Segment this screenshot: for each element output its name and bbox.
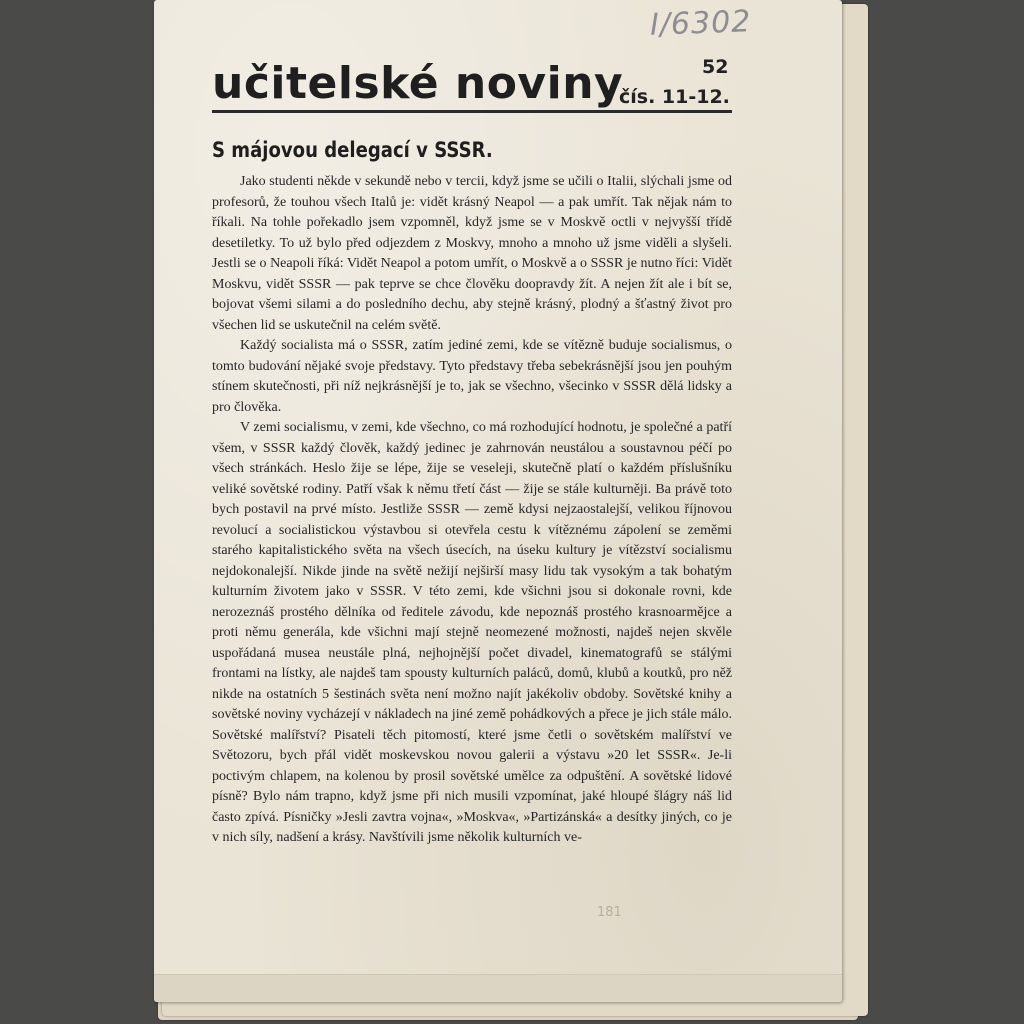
issue-number: čís. 11-12. <box>619 86 730 108</box>
masthead-divider <box>212 110 732 113</box>
faded-stamp-mark: 181 <box>597 905 622 920</box>
article-body <box>212 172 732 849</box>
article-paragraph: V zemi socialismu, v zemi, kde všechno, co má rozhodující hodnotu, je společné a patří všem, v SSSR každý člověk, každý jedinec je zahrnován neustálou a soustavnou péčí po všech stránkách. Heslo žije se lépe, žije se veseleji, skutečně platí o každém příslušníku veliké sovětské rodiny. Patří však k němu třetí část — žije se stále kulturněji. Ba právě toto bych postavil na prvé místo. Jestliže SSSR — země kdysi nejzaostalejší, velikou říjnovou revolucí a socialistickou výstavbou si otevřela cestu k vítěznému zápolení se zeměmi starého kapitalistického světa na všech úsecích, na úseku kultury je vítězství socialismu nejdokonalejší. Nikde jinde na světě nežijí nejširší masy lidu tak vysokým a tak bohatým kulturním životem jako v SSSR. V této zemi, kde všichni jsou si dokonale rovni, kde nerozeznáš prostého dělníka od ředitele závodu, kde nepoznáš prostého krasnoarmějce a proti němu generála, kde všichni mají stejně neomezené možnosti, najdeš nejen skvěle uspořádaná musea neustále plná, nejhojnější počet divadel, kinematografů se stálými frontami na lístky, ale najdeš tam spousty kulturních paláců, domů, klubů a koutků, pro něž nikde na ostatních 5 šestinách světa není možno najít jakékoliv obdoby. Sovětské knihy a sovětské noviny vycházejí v nákladech na jiné země pohádkových a přece je jich stále málo. Sovětské malířství? Pisateli těch pitomostí, které jsme četli o sovětském malířství ve Světozoru, bych přál vidět moskevskou novou galerii a výstavu »20 let SSSR«. Je-li poctivým chlapem, na kolenou by prosil sovětské umělce za odpuštění. A sovětské lidové písně? Bylo nám trapno, když jsme při nich musili vzpomínat, jaké hloupé šlágry náš lid často zpívá. Písničky »Jesli zavtra vojna«, »Moskva«, »Partizánská« a desítky jiných, co je v nich síly, nadšení a krásy. Navštívili jsme několik kulturních ve- <box>212 420 732 845</box>
archive-number-handwritten: I/6302 <box>649 4 752 43</box>
page-bottom-fold <box>154 974 842 1002</box>
newspaper-page <box>154 0 842 1002</box>
article-paragraph: Každý socialista má o SSSR, zatím jediné zemi, kde se vítězně buduje socialismus, o tomto budování nějaké svoje představy. Tyto představy třeba sebekrásnější jsou jen pouhým stínem skutečnosti, při níž nejkrásnější je to, jak se všechno, všecinko v SSSR dělá lidsky a pro člověka. <box>212 338 732 415</box>
page-number: 52 <box>702 56 729 78</box>
masthead-title: učitelské noviny <box>212 58 624 109</box>
article-paragraph: Jako studenti někde v sekundě nebo v tercii, když jsme se učili o Italii, slýchali jsme od profesorů, že touhou všech Italů je: vidět krásný Neapol — a pak umřít. Tak nějak nám to říkali. Na tohle pořekadlo jsem vzpomněl, když jsme se v Moskvě octli v nejvyšší třídě desetiletky. To už bylo před odjezdem z Moskvy, mnoho a mnoho už jsme viděli a slyšeli. Jestli se o Neapoli říká: Vidět Neapol a potom umřít, o Moskvě a o SSSR je nutno říci: Vidět Moskvu, vidět SSSR — pak teprve se chce člověku doopravdy žít. A nejen žít ale i bít se, bojovat všemi silami a do posledního dechu, aby stejně krásný, plodný a šťastný život pro všechen lid se uskutečnil na celém světě. <box>212 174 732 333</box>
article-title: S májovou delegací v SSSR. <box>212 138 493 162</box>
